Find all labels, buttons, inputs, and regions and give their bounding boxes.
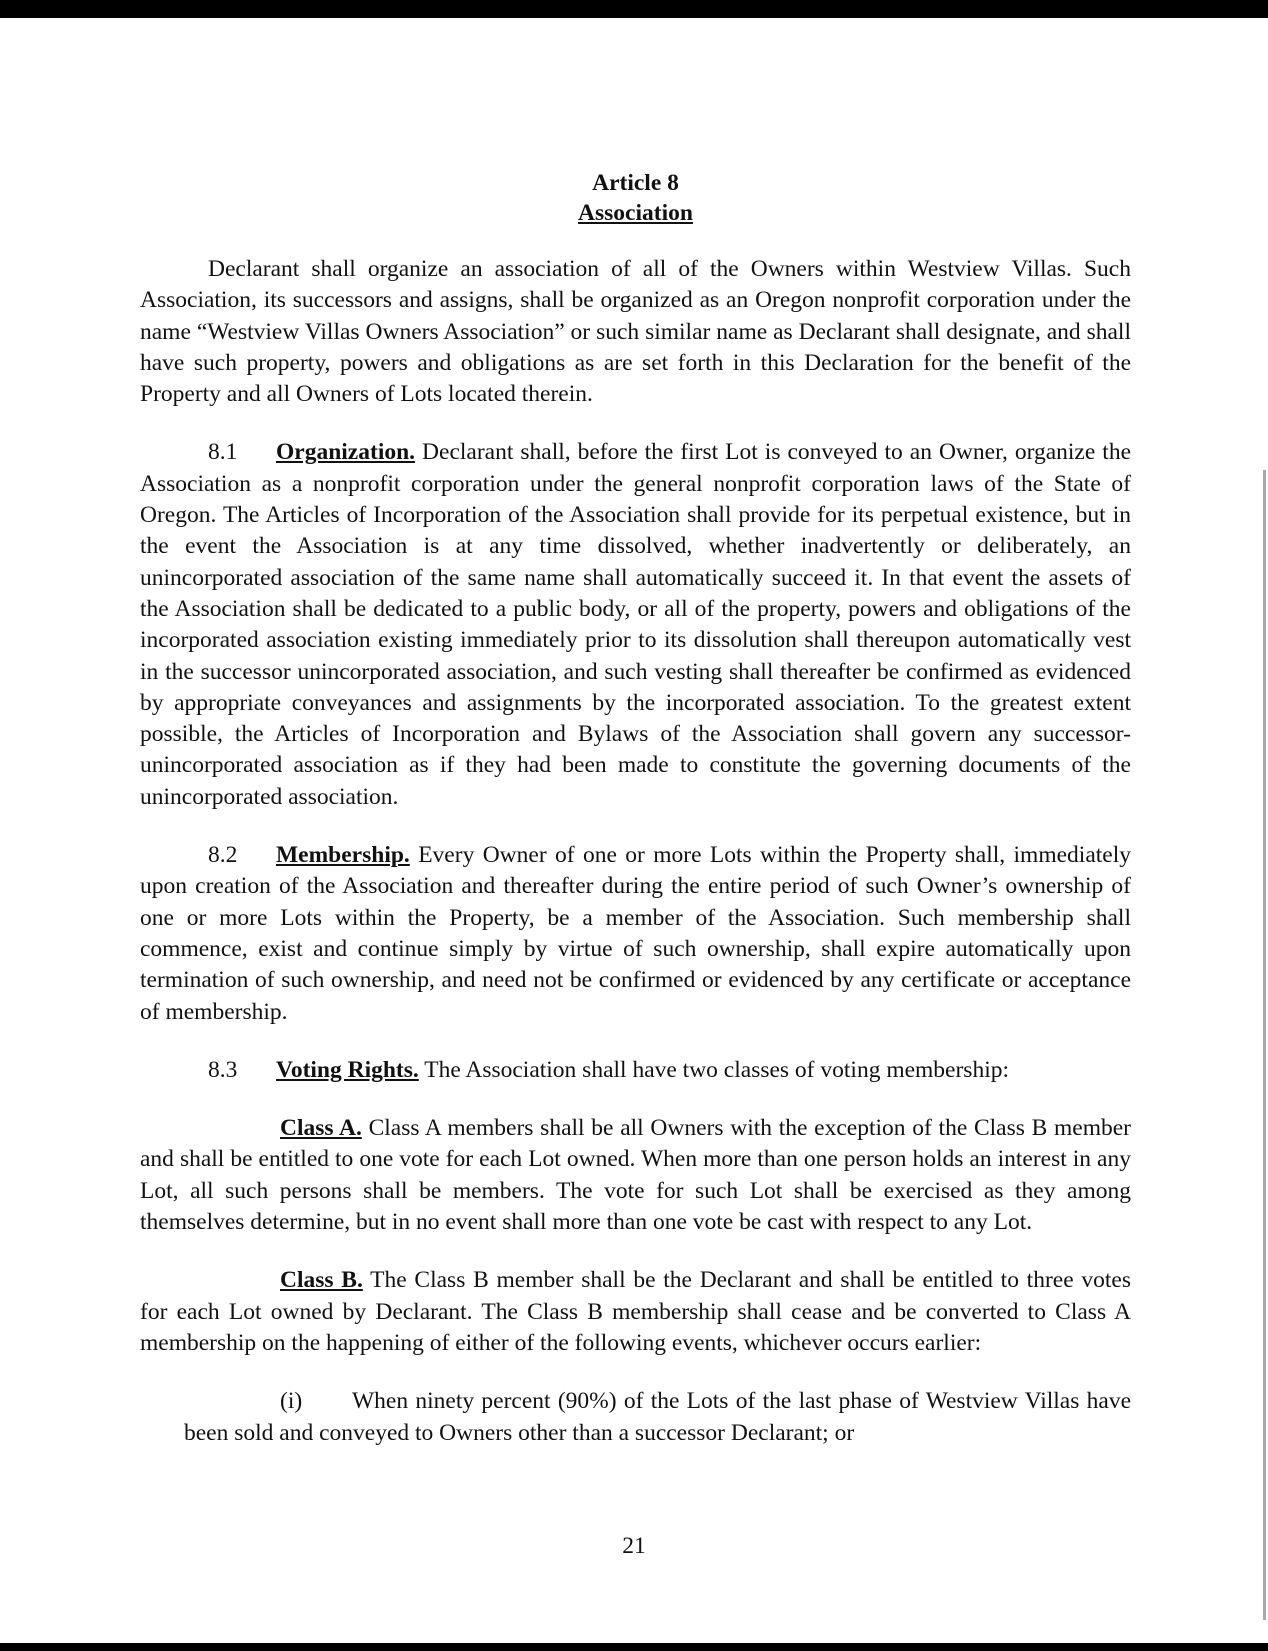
section-number: 8.3 <box>208 1056 238 1083</box>
section-text: The Association shall have two classes of voting membership: <box>424 1056 1010 1083</box>
section-title: Membership. <box>276 842 410 869</box>
section-title: Organization. <box>276 439 416 466</box>
page-number: 21 <box>622 1533 646 1559</box>
scan-border-bottom <box>0 1643 1268 1651</box>
scan-edge-mark <box>1263 470 1266 1620</box>
class-a-paragraph <box>140 1113 1131 1238</box>
scan-border-top <box>0 0 1268 18</box>
section-title: Voting Rights. <box>276 1056 419 1083</box>
article-title: Association <box>578 200 693 226</box>
section-number: 8.1 <box>208 439 238 466</box>
section-8-1 <box>140 437 1131 813</box>
class-text: The Class B member shall be the Declarant and shall be entitled to three votes for each Lot owned by Declarant. The Class B membership shall cease and be converted to Class A membership on the happening of either of the following events, whichever occurs earlier: <box>140 1267 1131 1356</box>
article-number: Article 8 <box>592 170 679 196</box>
section-text: Declarant shall, before the first Lot is conveyed to an Owner, organize the Association as a nonprofit corporation under the general nonprofit corporation laws of the State of Oregon. The Articles of Incorporation of the Association shall provide for its perpetual existence, but in the event the Association is at any time dissolved, whether inadvertently or deliberately, an unincorporated association of the same name shall automatically succeed it. In that event the assets of the Association shall be dedicated to a public body, or all of the property, powers and obligations of the incorporated association existing immediately prior to its dissolution shall thereupon automatically vest in the successor unincorporated association, and such vesting shall thereafter be confirmed as evidenced by appropriate conveyances and assignments by the incorporated association. To the greatest extent possible, the Articles of Incorporation and Bylaws of the Association shall govern any successor-unincorporated association as if they had been made to constitute the governing documents of the unincorporated association. <box>140 439 1131 810</box>
class-title: Class A. <box>280 1115 362 1142</box>
section-8-3 <box>140 1055 1131 1086</box>
section-number: 8.2 <box>208 842 238 869</box>
event-i-paragraph <box>184 1386 1131 1449</box>
event-number: (i) <box>280 1388 303 1415</box>
class-title: Class B. <box>280 1267 363 1294</box>
class-b-paragraph <box>140 1265 1131 1359</box>
section-text: Every Owner of one or more Lots within the Property shall, immediately upon creation of the Association and thereafter during the entire period of such Owner’s ownership of one or more Lots within the Property, be a member of the Association. Such membership shall commence, exist and continue simply by virtue of such ownership, shall expire automatically upon termination of such ownership, and need not be confirmed or evidenced by any certificate or acceptance of membership. <box>140 842 1131 1025</box>
event-text: When ninety percent (90%) of the Lots of the last phase of Westview Villas have been sold and conveyed to Owners other than a successor Declarant; or <box>184 1388 1131 1446</box>
class-text: Class A members shall be all Owners with the exception of the Class B member and shall be entitled to one vote for each Lot owned. When more than one person holds an interest in any Lot, all such persons shall be members. The vote for such Lot shall be exercised as they among themselves determine, but in no event shall more than one vote be cast with respect to any Lot. <box>140 1115 1132 1236</box>
section-8-2 <box>140 840 1131 1028</box>
intro-paragraph: Declarant shall organize an association of all of the Owners within Westview Villas. Such Association, its successors and assigns, shall be organized as an Oregon nonprofit corporation under the name “Westview Villas Owners Association” or such similar name as Declarant shall designate, and shall have such property, powers and obligations as are set forth in this Declaration for the benefit of the Property and all Owners of Lots located therein. <box>140 256 1131 408</box>
page-content <box>140 168 1131 1449</box>
